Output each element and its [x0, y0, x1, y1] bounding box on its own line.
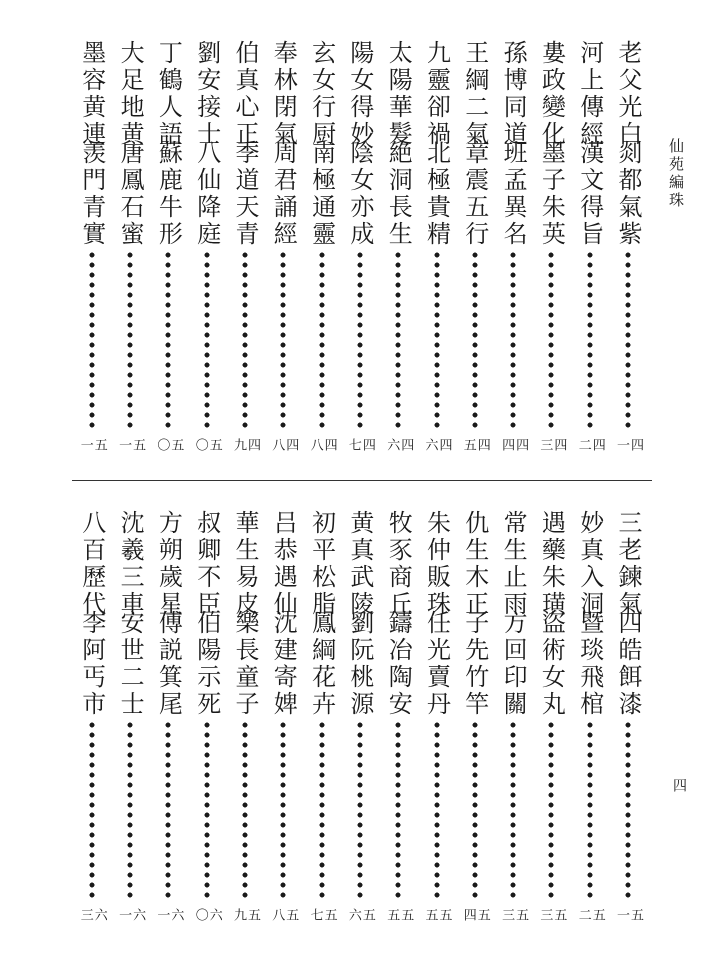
- entry-title-first: 吕恭遇仙: [269, 510, 298, 618]
- toc-entry[interactable]: [423, 510, 451, 930]
- entry-title-first: 墨容黄連: [77, 40, 106, 148]
- entry-title-first: 黄真武陵: [345, 510, 374, 618]
- leader-dots: [624, 720, 632, 902]
- entry-page-number: 五三: [499, 908, 529, 921]
- entry-title-second: 蘇鹿牛形: [154, 140, 183, 248]
- entry-title-second: 安世二士: [116, 610, 145, 718]
- entry-page-number: 五一: [116, 438, 146, 451]
- entry-title-second: 墨子朱英: [537, 140, 566, 248]
- entry-title-second: 沈建寄婢: [269, 610, 298, 718]
- entry-title-first: 孫博同道: [499, 40, 528, 148]
- entry-title-first: 玄女行厨: [307, 40, 336, 148]
- entry-title-first: 三老鍊氣: [614, 510, 642, 618]
- entry-title-second: 劉阮桃源: [345, 610, 374, 718]
- toc-entry[interactable]: [576, 40, 604, 460]
- entry-title-second: 任光賣丹: [422, 610, 451, 718]
- toc-entry[interactable]: [461, 40, 489, 460]
- entry-page-number: 六一: [116, 908, 146, 921]
- entry-title-first: 陽女得妙: [345, 40, 374, 148]
- entry-title-first: 大足地黄: [116, 40, 145, 148]
- leader-dots: [279, 720, 287, 902]
- entry-title-second: 班孟異名: [499, 140, 528, 248]
- toc-entry[interactable]: [499, 510, 527, 930]
- leader-dots: [88, 250, 96, 432]
- entry-title-second: 季道天青: [231, 140, 259, 248]
- entry-title-second: 方回印關: [499, 610, 528, 718]
- entry-page-number: 六〇: [192, 908, 222, 921]
- leader-dots: [356, 720, 364, 902]
- toc-entry[interactable]: [193, 510, 221, 930]
- toc-entry[interactable]: [461, 510, 489, 930]
- leader-dots: [471, 720, 479, 902]
- toc-entry[interactable]: [346, 40, 374, 460]
- entry-page-number: 六三: [77, 908, 107, 921]
- entry-title-second: 羡門青實: [77, 140, 106, 248]
- entry-page-number: 四三: [537, 438, 567, 451]
- entry-page-number: 五五: [422, 908, 452, 921]
- toc-entry[interactable]: [116, 510, 144, 930]
- entry-page-number: 五六: [345, 908, 375, 921]
- entry-title-second: 子先竹竿: [460, 610, 489, 718]
- entry-page-number: 四七: [345, 438, 375, 451]
- toc-section-top: [0, 40, 710, 480]
- leader-dots: [509, 720, 517, 902]
- toc-entry[interactable]: [308, 40, 336, 460]
- toc-entry[interactable]: [231, 510, 259, 930]
- toc-entry[interactable]: [423, 40, 451, 460]
- toc-entry[interactable]: [78, 510, 106, 930]
- leader-dots: [394, 250, 402, 432]
- entry-page-number: 四六: [422, 438, 452, 451]
- toc-entry[interactable]: [154, 510, 182, 930]
- entry-title-second: 周君誦經: [269, 140, 298, 248]
- entry-title-first: 華生易皮: [231, 510, 259, 618]
- entry-page-number: 五〇: [192, 438, 222, 451]
- leader-dots: [433, 250, 441, 432]
- toc-entry[interactable]: [499, 40, 527, 460]
- toc-entry[interactable]: [537, 40, 565, 460]
- entry-title-second: 北極貴精: [422, 140, 451, 248]
- entry-title-first: 遇藥朱璜: [537, 510, 566, 618]
- leader-dots: [471, 250, 479, 432]
- entry-title-first: 初平松脂: [307, 510, 336, 618]
- entry-title-second: 陰女亦成: [345, 140, 374, 248]
- entry-title-first: 仇生木正: [460, 510, 489, 618]
- entry-page-number: 五二: [575, 908, 605, 921]
- entry-title-first: 朱仲販珠: [422, 510, 451, 618]
- toc-entry[interactable]: [346, 510, 374, 930]
- entry-page-number: 四二: [575, 438, 605, 451]
- entry-title-first: 八百歷代: [77, 510, 106, 618]
- leader-dots: [624, 250, 632, 432]
- entry-title-first: 常生止雨: [499, 510, 528, 618]
- entry-page-number: 四四: [499, 438, 529, 451]
- entry-title-second: 絶洞長生: [384, 140, 413, 248]
- entry-title-first: 河上傳經: [575, 40, 604, 148]
- leader-dots: [318, 720, 326, 902]
- entry-title-second: 剡都氣紫: [614, 140, 642, 248]
- leader-dots: [126, 250, 134, 432]
- entry-page-number: 五四: [460, 908, 490, 921]
- entry-title-second: 鑄冶陶安: [384, 610, 413, 718]
- leader-dots: [164, 250, 172, 432]
- toc-entry[interactable]: [231, 40, 259, 460]
- entry-page-number: 五七: [307, 908, 337, 921]
- entry-page-number: 四一: [614, 438, 643, 451]
- entry-title-first: 牧豕商丘: [384, 510, 413, 618]
- entry-title-second: 李阿丐市: [77, 610, 106, 718]
- toc-entry[interactable]: [269, 40, 297, 460]
- entry-page-number: 五一: [77, 438, 107, 451]
- leader-dots: [394, 720, 402, 902]
- leader-dots: [164, 720, 172, 902]
- entry-title-second: 漢文得旨: [575, 140, 604, 248]
- entry-page-number: 四五: [460, 438, 490, 451]
- toc-entry[interactable]: [614, 40, 642, 460]
- leader-dots: [203, 720, 211, 902]
- entry-title-first: 妙真入洞: [575, 510, 604, 618]
- toc-entry[interactable]: [193, 40, 221, 460]
- leader-dots: [318, 250, 326, 432]
- leader-dots: [203, 250, 211, 432]
- entry-title-first: 王綱二氣: [460, 40, 489, 148]
- toc-entry[interactable]: [576, 510, 604, 930]
- entry-title-first: 九靈卻禍: [422, 40, 451, 148]
- page-number: 四: [671, 778, 687, 792]
- leader-dots: [547, 720, 555, 902]
- leader-dots: [547, 250, 555, 432]
- entry-title-first: 方朔歲星: [154, 510, 183, 618]
- toc-entry[interactable]: [384, 40, 412, 460]
- entry-title-first: 太陽華髮: [384, 40, 413, 148]
- entry-title-first: 沈羲三車: [116, 510, 145, 618]
- entry-title-first: 劉安接士: [192, 40, 221, 148]
- entry-title-second: 章震五行: [460, 140, 489, 248]
- entry-title-second: 盜術女丸: [537, 610, 566, 718]
- entry-title-first: 奉林閉氣: [269, 40, 298, 148]
- entry-page-number: 四八: [307, 438, 337, 451]
- entry-page-number: 五一: [614, 908, 643, 921]
- entry-page-number: 五九: [231, 908, 260, 921]
- section-divider: [72, 480, 652, 481]
- leader-dots: [586, 250, 594, 432]
- leader-dots: [88, 720, 96, 902]
- entry-title-second: 伯陽示死: [192, 610, 221, 718]
- toc-section-bottom: [0, 510, 710, 950]
- entry-title-second: 唐鳳石蜜: [116, 140, 145, 248]
- toc-entry[interactable]: [614, 510, 642, 930]
- entry-title-first: 伯真心正: [231, 40, 259, 148]
- entry-page-number: 五三: [537, 908, 567, 921]
- leader-dots: [433, 720, 441, 902]
- entry-title-second: 鳳綱花卉: [307, 610, 336, 718]
- leader-dots: [279, 250, 287, 432]
- entry-title-first: 叔卿不臣: [192, 510, 221, 618]
- entry-title-second: 傅説箕尾: [154, 610, 183, 718]
- leader-dots: [126, 720, 134, 902]
- toc-entry[interactable]: [537, 510, 565, 930]
- entry-page-number: 五八: [269, 908, 299, 921]
- entry-title-first: 老父光白: [614, 40, 642, 148]
- book-title-running-head: 仙苑編珠: [667, 138, 685, 210]
- entry-page-number: 五〇: [154, 438, 184, 451]
- toc-entry[interactable]: [384, 510, 412, 930]
- entry-title-first: 丁鶴人語: [154, 40, 183, 148]
- entry-title-second: 暨琰飛棺: [575, 610, 604, 718]
- entry-page-number: 四六: [384, 438, 414, 451]
- toc-entry[interactable]: [308, 510, 336, 930]
- toc-entry[interactable]: [116, 40, 144, 460]
- leader-dots: [509, 250, 517, 432]
- leader-dots: [586, 720, 594, 902]
- entry-title-second: 八仙降庭: [192, 140, 221, 248]
- entry-title-first: 婁政變化: [537, 40, 566, 148]
- toc-entry[interactable]: [78, 40, 106, 460]
- leader-dots: [356, 250, 364, 432]
- leader-dots: [241, 250, 249, 432]
- entry-page-number: 五五: [384, 908, 414, 921]
- entry-page-number: 四八: [269, 438, 299, 451]
- toc-entry[interactable]: [269, 510, 297, 930]
- entry-title-second: 四皓餌漆: [614, 610, 642, 718]
- entry-title-second: 南極通靈: [307, 140, 336, 248]
- entry-page-number: 四九: [231, 438, 260, 451]
- leader-dots: [241, 720, 249, 902]
- entry-title-second: 樂長童子: [231, 610, 259, 718]
- toc-entry[interactable]: [154, 40, 182, 460]
- entry-page-number: 六一: [154, 908, 184, 921]
